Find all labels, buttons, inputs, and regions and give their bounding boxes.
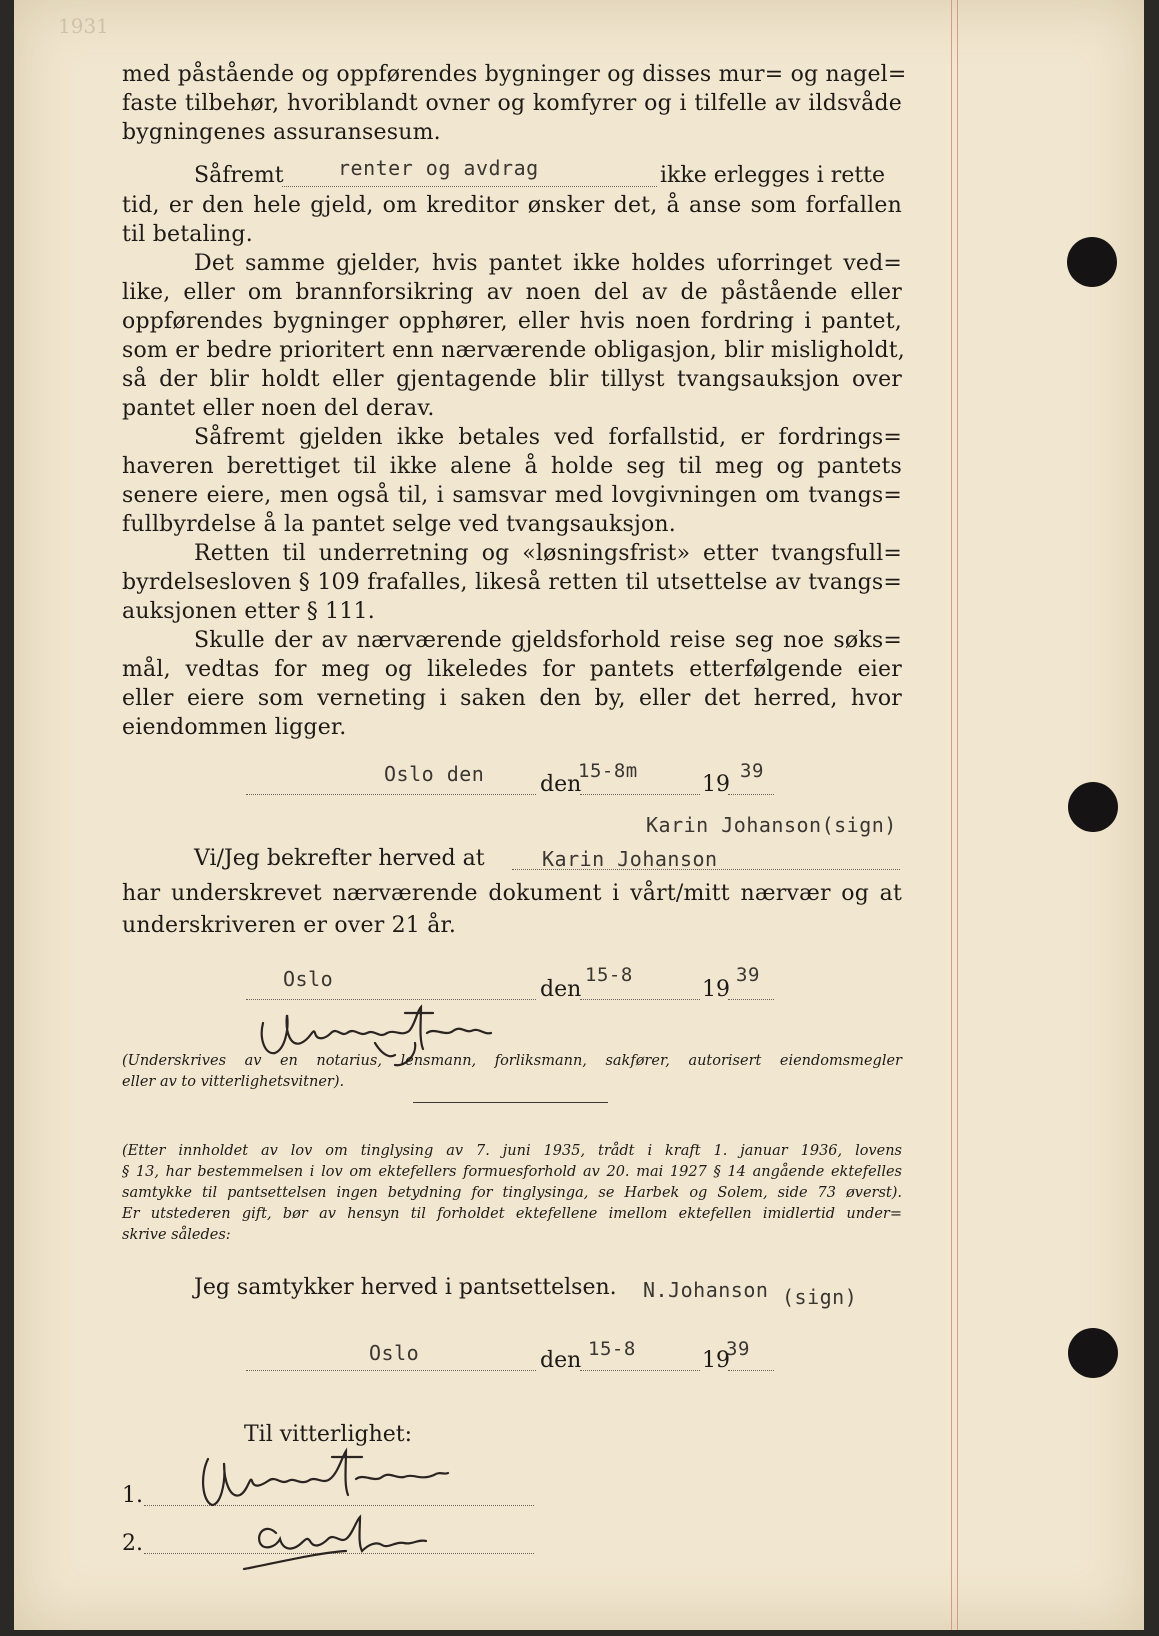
date-day: 15-8m [578,760,638,782]
date-day: 15-8 [588,1338,636,1360]
date-day: 15-8 [585,964,633,986]
punch-hole [1068,1328,1118,1378]
body-line: faste tilbehør, hvoriblandt ovner og komfyrer og i tilfelle av ildsvåde [122,91,902,116]
date-day-line [580,794,700,795]
safremt-label: Såfremt [194,163,284,188]
year-prefix: 19 [702,772,730,797]
confirmation-prefix: Vi/Jeg bekrefter herved at [194,846,485,871]
corner-mark: 1931 [58,14,109,38]
law-note-line: skrive således: [122,1227,231,1243]
witness-note-line: (Underskrives av en notarius, lensmann, forliksmann, sakfører, autorisert eiendomsmegler [122,1053,902,1069]
den-label: den [540,1348,582,1373]
year-prefix: 19 [702,977,730,1002]
witness-number: 2. [122,1531,143,1556]
body-line: oppførendes bygninger opphører, eller hvis noen fordring i pantet, [122,309,902,334]
divider [413,1102,608,1103]
body-line: bygningenes assuransesum. [122,120,441,145]
body-line: Retten til underretning og «løsningsfrist» etter tvangsfull= [194,541,902,566]
consent-name: N.Johanson [643,1278,769,1302]
punch-hole [1068,782,1118,832]
date-day-line [580,999,700,1000]
punch-hole [1067,237,1117,287]
body-line: haveren berettiget til ikke alene å holde seg til meg og pantets [122,454,902,479]
body-line: pantet eller noen del derav. [122,396,435,421]
witness-number: 1. [122,1483,143,1508]
date-place: Oslo den [384,762,485,786]
law-note-line: (Etter innholdet av lov om tinglysing av 7. juni 1935, trådt i kraft 1. januar 1936, lovens [122,1143,902,1159]
body-line: Skulle der av nærværende gjeldsforhold reise seg noe søks= [194,628,902,653]
body-line: fullbyrdelse å la pantet selge ved tvangsauksjon. [122,512,676,537]
body-line: som er bedre prioritert enn nærværende obligasjon, blir misligholdt, [122,338,905,363]
body-line: har underskrevet nærværende dokument i vårt/mitt nærvær og at [122,881,902,906]
date-day-line [580,1370,700,1371]
body-line: så der blir holdt eller gjentagende blir tillyst tvangsauksjon over [122,367,902,392]
body-line: tid, er den hele gjeld, om kreditor ønsker det, å anse som forfallen [122,193,902,218]
body-line: senere eiere, men også til, i samsvar med lovgivningen om tvangs= [122,483,902,508]
date-year: 39 [726,1338,750,1360]
body-line: Såfremt gjelden ikke betales ved forfallstid, er fordrings= [194,425,902,450]
date-place-line [246,1370,536,1371]
date-place: Oslo [369,1341,420,1365]
body-line: mål, vedtas for meg og likeledes for pantets etterfølgende eier [122,657,902,682]
den-label: den [540,977,582,1002]
body-line: med påstående og oppførendes bygninger og disses mur= og nagel= [122,62,907,87]
law-note-line: § 13, har bestemmelsen i lov om ektefellers formuesforhold av 20. mai 1927 § 14 angående ektefelles [122,1164,902,1180]
body-line: til betaling. [122,222,253,247]
body-line: eiendommen ligger. [122,715,347,740]
witnesses-title: Til vitterlighet: [244,1422,413,1447]
body-line: underskriveren er over 21 år. [122,913,457,938]
date-place-line [246,999,536,1000]
handwritten-signature [236,1513,456,1573]
date-year: 39 [740,760,764,782]
body-line: byrdelsesloven § 109 frafalles, likeså retten til utsettelse av tvangs= [122,570,902,595]
fill-line [282,186,657,187]
den-label: den [540,772,582,797]
body-line: Det samme gjelder, hvis pantet ikke holdes uforringet ved= [194,251,902,276]
date-year-line [728,1370,774,1371]
filled-text: renter og avdrag [338,156,539,180]
margin-line [957,0,958,1630]
confirmation-name: Karin Johanson [542,847,718,871]
handwritten-signature [190,1445,480,1515]
date-place: Oslo [283,967,334,991]
body-line: auksjonen etter § 111. [122,599,375,624]
date-year: 39 [736,964,760,986]
law-note-line: samtykke til pantsettelsen ingen betydning for tinglysinga, se Harbek og Solem, side 73 øverst). [122,1185,902,1201]
body-line: eller eiere som verneting i saken den by, eller det herred, hvor [122,686,902,711]
witness-note-line: eller av to vitterlighetsvitner). [122,1074,345,1090]
consent-sign: (sign) [782,1285,858,1309]
signature-typed: Karin Johanson(sign) [646,813,897,837]
date-year-line [728,999,774,1000]
safremt-suffix: ikke erlegges i rette [660,163,886,188]
date-year-line [728,794,774,795]
year-prefix: 19 [702,1348,730,1373]
law-note-line: Er utstederen gift, bør av hensyn til forholdet ektefellene imellom ektefellen imidlertid under= [122,1206,902,1222]
date-place-line [246,794,536,795]
body-line: like, eller om brannforsikring av noen del av de påstående eller [122,280,902,305]
margin-line [951,0,952,1630]
consent-text: Jeg samtykker herved i pantsettelsen. [194,1275,617,1300]
